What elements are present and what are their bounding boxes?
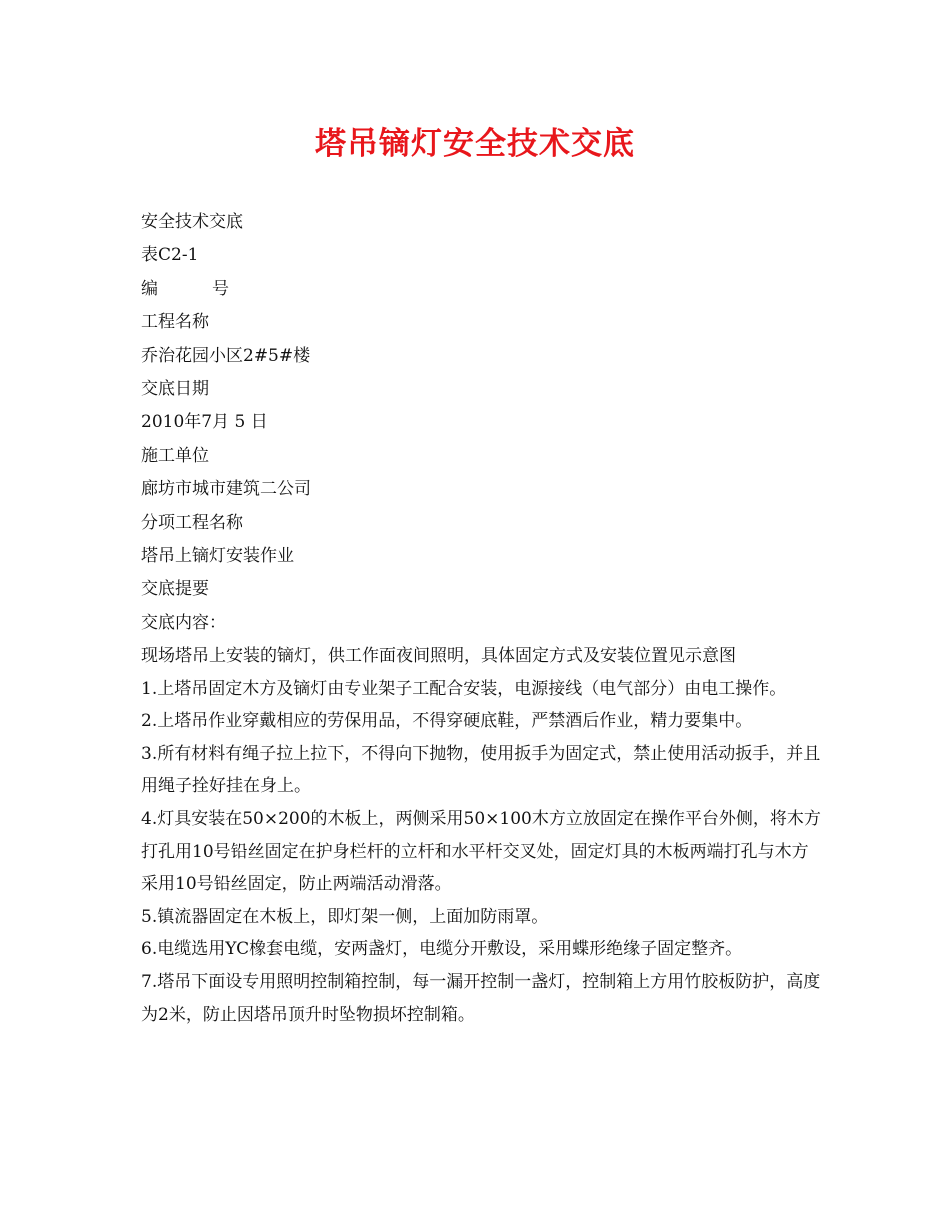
form-number: 表C2-1 [141,245,199,266]
project-name-label: 工程名称 [141,312,209,333]
content-item: 7.塔吊下面设专用照明控制箱控制，每一漏开控制一盏灯，控制箱上方用竹胶板防护，高度为2米，防止因塔吊顶升时坠物损坏控制箱。 [141,972,821,1025]
content-item: 2.上塔吊作业穿戴相应的劳保用品，不得穿硬底鞋，严禁酒后作业，精力要集中。 [141,711,753,732]
header-label: 安全技术交底 [141,212,243,232]
content-item: 3.所有材料有绳子拉上拉下，不得向下抛物，使用扳手为固定式，禁止使用活动扳手，并且用绳子拴好挂在身上。 [141,743,821,797]
date-label: 交底日期 [141,378,209,399]
document-title: 塔吊镝灯安全技术交底 [315,126,635,162]
date-value: 2010年7月 5 日 [141,412,268,433]
sub-project-value: 塔吊上镝灯安装作业 [141,545,294,566]
summary-label: 交底提要 [141,579,209,600]
content-item: 1.上塔吊固定木方及镝灯由专业架子工配合安装，电源接线（电气部分）由电工操作。 [141,678,787,699]
intro-paragraph: 现场塔吊上安装的镝灯，供工作面夜间照明，具体固定方式及安装位置见示意图 [141,646,736,667]
construction-unit-label: 施工单位 [141,445,209,466]
content-label: 交底内容： [141,612,226,633]
sub-project-label: 分项工程名称 [141,512,243,533]
content-item: 6.电缆选用YC橡套电缆，安两盏灯，电缆分开敷设，采用蝶形绝缘子固定整齐。 [141,939,743,960]
serial-number-label: 编 号 [141,278,230,299]
document-body [141,206,821,1031]
content-item: 5.镇流器固定在木板上，即灯架一侧，上面加防雨罩。 [141,906,549,927]
project-name-value: 乔治花园小区2#5#楼 [141,345,311,366]
content-item: 4.灯具安装在50×200的木板上，两侧采用50×100木方立放固定在操作平台外侧，将木方打孔用10号铅丝固定在护身栏杆的立杆和水平杆交叉处，固定灯具的木板两端打孔与木方采用10号铅丝固定，防止两端活动滑落。 [141,809,821,895]
construction-unit-value: 廊坊市城市建筑二公司 [141,479,311,500]
